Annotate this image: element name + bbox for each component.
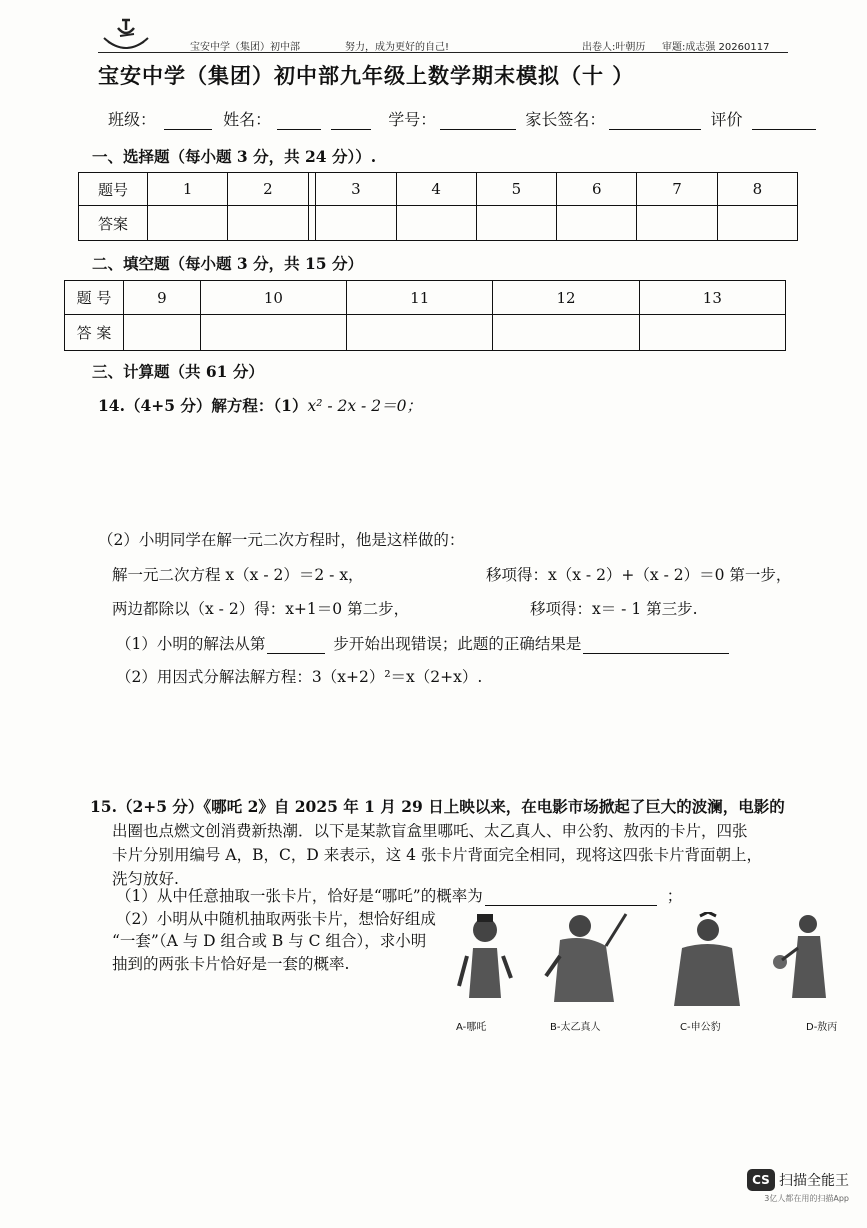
q14-sub1 [116,632,729,654]
q14-sub2: （2）用因式分解法解方程：3（x+2）²＝x（2+x）. [116,668,483,686]
cell-number: 7 [637,173,717,206]
cell-number: 5 [476,173,556,206]
school-logo [100,14,152,54]
section1-heading: 一、选择题（每小题 3 分，共 24 分））. [92,147,377,166]
card-label-d: D-敖丙 [806,1022,838,1033]
card-image-b [540,906,630,1010]
q15-line3: 卡片分别用编号 A，B，C，D 来表示，这 4 张卡片背面完全相同，现将这四张卡片背面朝上， [112,846,762,864]
eval-label: 评价 [710,110,743,129]
q15-probability-blank[interactable] [485,891,657,906]
q15-line1: 15.（2+5 分）《哪吒 2》自 2025 年 1 月 29 日上映以来，在电影市场掀起了巨大的波澜，电影的 [90,797,785,816]
scanner-watermark [747,1169,849,1204]
q15-sub2-line2: “一套”（A 与 D 组合或 B 与 C 组合），求小明 [112,932,427,950]
cell-number: 8 [717,173,797,206]
name-blank-2[interactable] [331,115,371,130]
cell-number: 13 [639,281,785,315]
class-label: 班级： [108,110,157,129]
name-label: 姓名： [223,110,272,129]
q14-error-step-blank[interactable] [267,639,325,654]
q14-line1 [98,394,422,416]
answer-cell[interactable] [637,206,717,241]
cell-number: 6 [557,173,637,206]
q14-step-b: 移项得：x（x - 2）+（x - 2）＝0 第一步， [486,566,792,584]
student-info [108,107,816,130]
header-school: 宝安中学（集团）初中部 [190,42,300,53]
name-blank[interactable] [277,115,321,130]
card-label-c: C-申公豹 [680,1022,721,1033]
q15-line2: 出圈也点燃文创消费新热潮．以下是某款盲盒里哪吒、太乙真人、申公豹、敖丙的卡片，四张 [112,822,748,840]
cell-number: 10 [200,281,346,315]
answer-cell[interactable] [228,206,308,241]
card-image-c [668,912,746,1010]
cell-number: 2 [228,173,308,206]
answer-cell[interactable] [347,315,493,351]
card-label-a: A-哪吒 [456,1022,487,1033]
answer-cell[interactable] [124,315,201,351]
answer-cell[interactable] [493,315,639,351]
header-divider [98,52,788,53]
q15-sub1-end: ； [666,887,683,905]
q14-step-a: 解一元二次方程 x（x - 2）＝2 - x， [112,566,364,584]
answer-cell[interactable] [717,206,797,241]
scanner-tagline: 3亿人都在用的扫描App [764,1194,849,1203]
answer-cell[interactable] [639,315,785,351]
cell-number: 3 [316,173,396,206]
parent-label: 家长签名： [525,110,606,129]
scanner-logo-icon: CS [747,1169,775,1191]
cell-number: 4 [396,173,476,206]
q15-sub2-line1: （2）小明从中随机抽取两张卡片，想恰好组成 [116,910,436,928]
q14-sub1-text-b: 步开始出现错误；此题的正确结果是 [333,635,582,653]
answer-cell[interactable] [476,206,556,241]
eval-blank[interactable] [752,115,816,130]
section2-heading: 二、填空题（每小题 3 分，共 15 分） [92,254,363,273]
q14-result-blank[interactable] [583,639,729,654]
cell-number [308,173,316,206]
q15-line4: 洗匀放好. [112,870,179,888]
q14-equation: x² - 2x - 2＝0； [307,397,422,415]
fill-answer-table [64,280,786,351]
cell-number: 11 [347,281,493,315]
choice-answer-table [78,172,798,241]
q14-prefix: 14.（4+5 分）解方程：（1） [98,396,308,415]
number-label: 学号： [388,110,437,129]
q14-step-c: 两边都除以（x - 2）得：x+1＝0 第二步， [112,600,410,618]
header-author: 出卷人:叶朝历 [582,42,646,53]
q14-part2-intro: （2）小明同学在解一元二次方程时，他是这样做的： [98,531,465,549]
answer-cell[interactable] [396,206,476,241]
q14-step-d: 移项得：x＝ - 1 第三步. [530,600,698,618]
header-motto: 努力，成为更好的自己! [345,42,450,53]
number-blank[interactable] [440,115,516,130]
class-blank[interactable] [164,115,212,130]
scanner-name: 扫描全能王 [779,1173,849,1189]
cell-number: 12 [493,281,639,315]
q15-sub1 [116,884,682,906]
q15-sub1-text: （1）从中任意抽取一张卡片，恰好是“哪吒”的概率为 [116,887,483,905]
page-title: 宝安中学（集团）初中部九年级上数学期末模拟（十 ） [98,63,635,88]
row-label-answer: 答案 [79,206,148,241]
parent-blank[interactable] [609,115,701,130]
answer-cell[interactable] [148,206,228,241]
card-image-a [455,908,515,1008]
header-reviewer: 审题:成志强 20260117 [662,42,770,53]
answer-cell[interactable] [308,206,316,241]
answer-cell[interactable] [200,315,346,351]
cell-number: 1 [148,173,228,206]
row-label-number: 题号 [79,173,148,206]
row-label-number: 题 号 [65,281,124,315]
cell-number: 9 [124,281,201,315]
answer-cell[interactable] [316,206,396,241]
card-image-d [770,908,832,1004]
q14-sub1-text-a: （1）小明的解法从第 [116,635,266,653]
card-label-b: B-太乙真人 [550,1022,601,1033]
q15-sub2-line3: 抽到的两张卡片恰好是一套的概率. [112,955,350,973]
section3-heading: 三、计算题（共 61 分） [92,362,264,381]
row-label-answer: 答 案 [65,315,124,351]
answer-cell[interactable] [557,206,637,241]
